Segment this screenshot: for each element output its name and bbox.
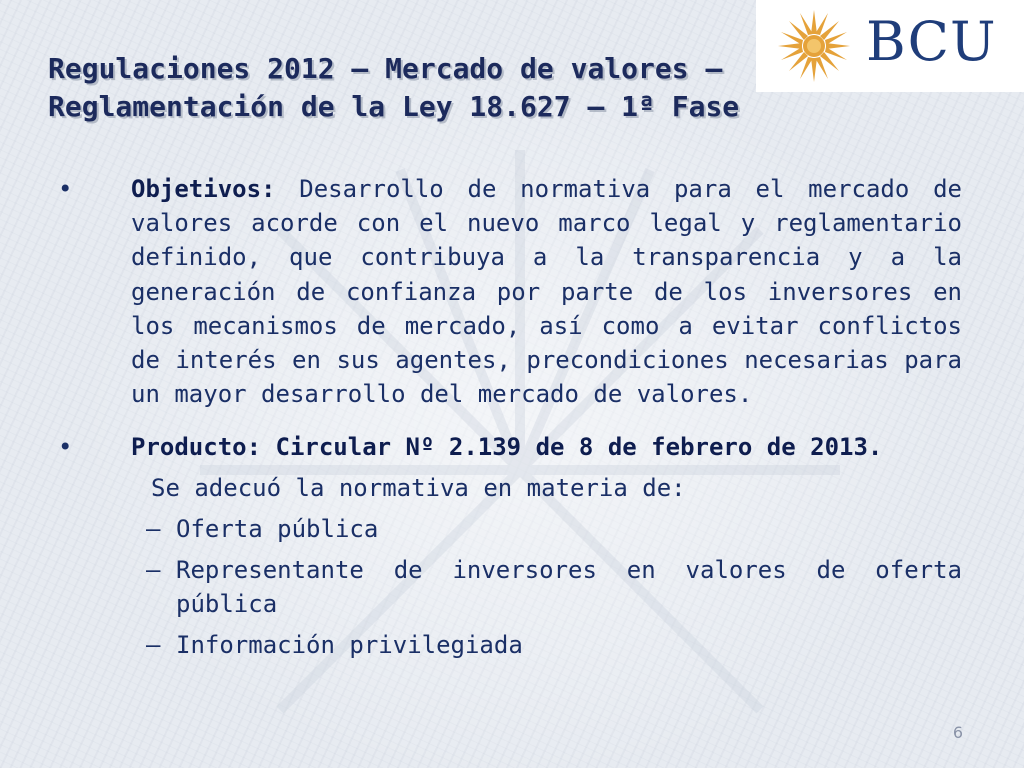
bullet-marker: • <box>58 433 73 462</box>
dash-marker: – <box>146 630 161 659</box>
bullet-objetivos-label: Objetivos: <box>131 175 276 203</box>
list-item-text: Oferta pública <box>176 514 379 543</box>
bullet-producto <box>58 430 962 464</box>
slide-title <box>48 50 948 126</box>
producto-intro: Se adecuó la normativa en materia de: <box>151 473 686 502</box>
bullet-objetivos-text: Desarrollo de normativa para el mercado de valores acorde con el nuevo marco legal y reglamentario definido, que contribuya a la transparencia y a la generación de confianza por parte de los inversores en los mecanismos de mercado, así como a evitar conflictos de interés en sus agentes, precondiciones necesarias para un mayor desarrollo del mercado de valores. <box>131 175 962 409</box>
slide-content <box>58 172 962 662</box>
bullet-objetivos-paragraph <box>131 172 962 411</box>
dash-marker: – <box>146 555 161 584</box>
list-item-text: Información privilegiada <box>176 630 523 659</box>
dash-marker: – <box>146 514 161 543</box>
bullet-objetivos <box>58 172 962 411</box>
logo-text: BCU <box>866 10 997 73</box>
bullet-producto-label: Producto: Circular Nº 2.139 de 8 de febrero de 2013. <box>131 433 883 462</box>
bullet-marker: • <box>58 175 73 203</box>
list-item-text: Representante de inversores en valores de oferta pública <box>176 555 962 618</box>
page-number: 6 <box>952 723 963 742</box>
list-item <box>58 553 962 621</box>
title-line-1: Regulaciones 2012 – Mercado de valores – <box>48 52 723 85</box>
list-item <box>58 628 962 662</box>
list-item <box>58 512 962 546</box>
title-line-2: Reglamentación de la Ley 18.627 – 1ª Fase <box>48 90 740 123</box>
